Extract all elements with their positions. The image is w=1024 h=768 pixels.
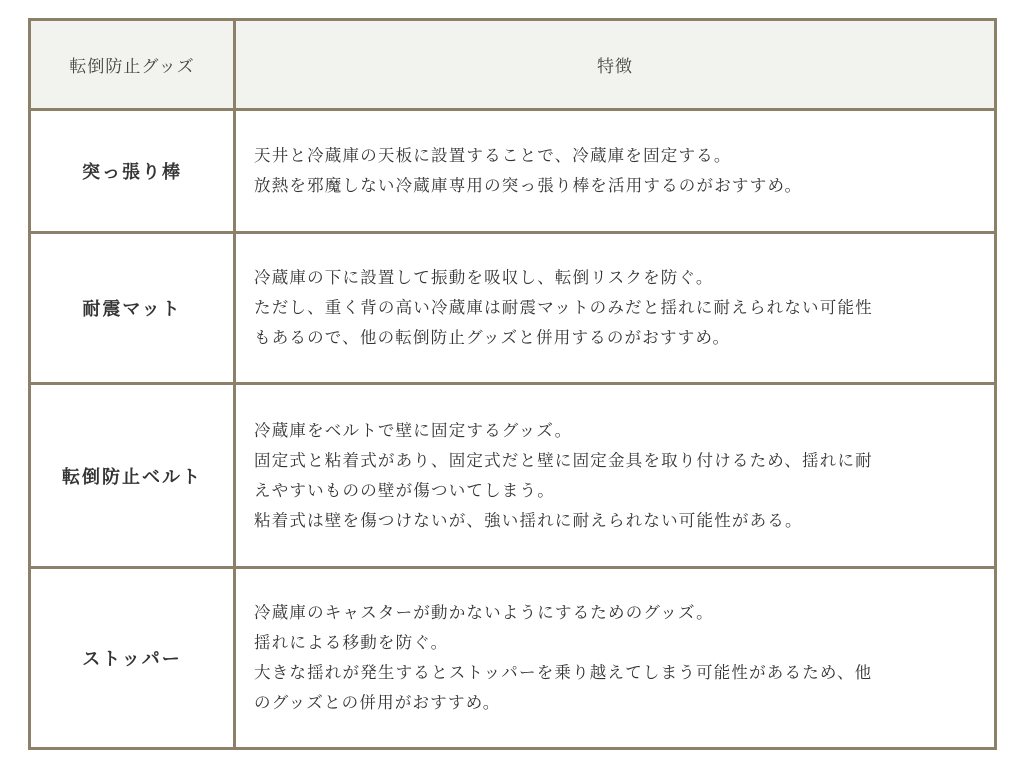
product-description (235, 110, 996, 233)
table-row (30, 384, 996, 567)
description-line: 冷蔵庫のキャスターが動かないようにするためのグッズ。 (254, 602, 714, 622)
description-line: 固定式と粘着式があり、固定式だと壁に固定金具を取り付けるため、揺れに耐 (254, 450, 873, 470)
description-line: 冷蔵庫の下に設置して振動を吸収し、転倒リスクを防ぐ。 (254, 268, 714, 288)
description-line: 揺れによる移動を防ぐ。 (254, 632, 449, 652)
product-description (235, 232, 996, 384)
description-line: 天井と冷蔵庫の天板に設置することで、冷蔵庫を固定する。 (254, 145, 732, 165)
description-line: 大きな揺れが発生するとストッパーを乗り越えてしまう可能性があるため、他 (254, 662, 873, 682)
description-line: 放熱を邪魔しない冷蔵庫専用の突っ張り棒を活用するのがおすすめ。 (254, 175, 803, 195)
description-line: 冷蔵庫をベルトで壁に固定するグッズ。 (254, 420, 573, 440)
description-line: ただし、重く背の高い冷蔵庫は耐震マットのみだと揺れに耐えられない可能性 (254, 298, 873, 318)
header-feature: 特徴 (235, 20, 996, 110)
comparison-table (28, 18, 997, 750)
table-row (30, 110, 996, 233)
product-name: 転倒防止ベルト (30, 384, 235, 567)
header-product: 転倒防止グッズ (30, 20, 235, 110)
product-description (235, 384, 996, 567)
product-name: ストッパー (30, 567, 235, 748)
product-name: 突っ張り棒 (30, 110, 235, 233)
description-line: えやすいものの壁が傷ついてしまう。 (254, 480, 555, 500)
description-line: のグッズとの併用がおすすめ。 (254, 692, 501, 712)
table-row (30, 567, 996, 748)
table-row (30, 232, 996, 384)
description-line: 粘着式は壁を傷つけないが、強い揺れに耐えられない可能性がある。 (254, 510, 803, 530)
product-description (235, 567, 996, 748)
product-name: 耐震マット (30, 232, 235, 384)
table-header-row (30, 20, 996, 110)
description-line: もあるので、他の転倒防止グッズと併用するのがおすすめ。 (254, 328, 731, 348)
